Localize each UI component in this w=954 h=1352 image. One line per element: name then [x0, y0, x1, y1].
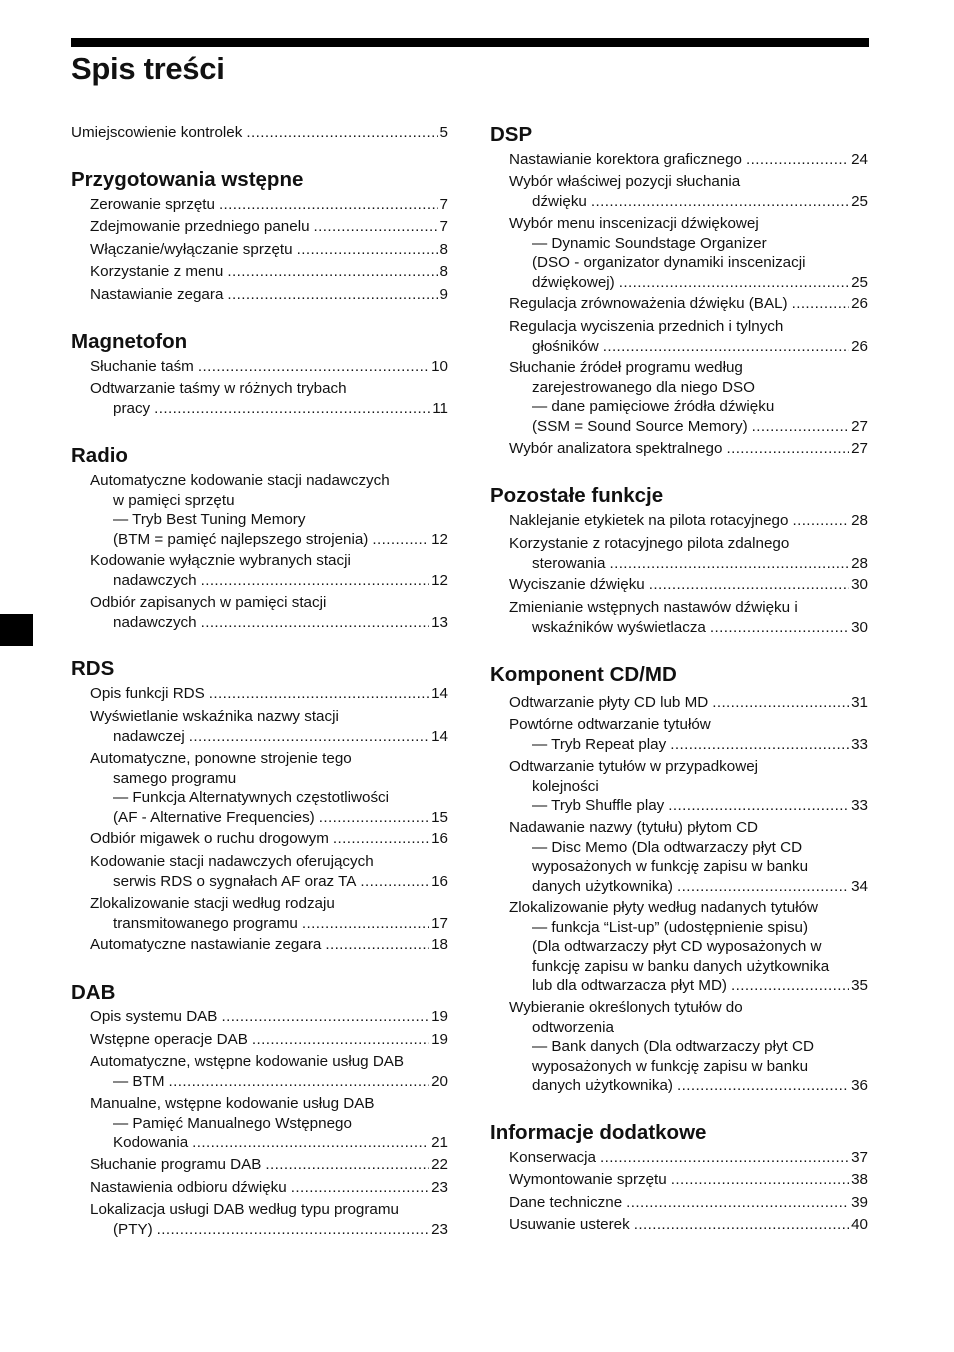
toc-entry-text: Odtwarzanie taśmy w różnych trybach	[90, 380, 347, 397]
page-title: Spis treści	[71, 51, 225, 86]
toc-entry-text: Lokalizacja usługi DAB według typu programu	[90, 1201, 399, 1218]
toc-entry-text: — Funkcja Alternatywnych częstotliwości	[113, 789, 390, 807]
section-heading-dsp: DSP	[490, 123, 533, 146]
toc-entry[interactable]	[509, 214, 868, 292]
dot-leader	[677, 877, 849, 897]
toc-entry-text: zarejestrowanego dla niego DSO	[532, 378, 755, 396]
toc-entry[interactable]	[509, 575, 868, 595]
toc-entry-text: Zlokalizowanie płyty według nadanych tytułów	[509, 899, 818, 916]
page-number: 33	[851, 735, 868, 753]
toc-entry[interactable]	[509, 818, 868, 896]
toc-entry-text: dźwiękowej)	[532, 273, 615, 291]
dot-leader	[291, 1178, 429, 1198]
toc-entry-text: sterowania	[532, 554, 606, 572]
toc-entry-text: Korzystanie z rotacyjnego pilota zdalnego	[509, 535, 790, 552]
page-number: 33	[851, 797, 868, 815]
toc-entry-text: Automatyczne, wstępne kodowanie usług DAB	[90, 1053, 405, 1070]
toc-entry-text: — Bank danych (Dla odtwarzaczy płyt CD	[532, 1038, 814, 1056]
section-heading-magnetofon: Magnetofon	[71, 330, 188, 353]
page-number: 23	[431, 1179, 448, 1196]
toc-entry[interactable]	[509, 598, 868, 637]
page-number: 37	[851, 1149, 868, 1166]
dot-leader	[265, 1155, 429, 1175]
dot-leader	[252, 1030, 429, 1050]
toc-entry-text: odtworzenia	[532, 1018, 614, 1036]
toc-entry-text: Odbiór migawek o ruchu drogowym	[90, 830, 329, 847]
page-number: 18	[431, 936, 448, 953]
dot-leader	[219, 195, 438, 215]
dot-leader	[209, 684, 429, 704]
dot-leader	[333, 829, 429, 849]
dot-leader	[302, 914, 429, 934]
dot-leader	[189, 727, 429, 747]
toc-entry[interactable]	[509, 439, 868, 459]
page-number: 36	[851, 1077, 868, 1095]
toc-entry-text: wyposażonych w funkcję zapisu w banku	[532, 1057, 809, 1075]
section-heading-informacje-dodatkowe: Informacje dodatkowe	[490, 1121, 707, 1144]
section-heading-rds: RDS	[71, 657, 115, 680]
toc-entry-text: Nastawienia odbioru dźwięku	[90, 1179, 287, 1196]
toc-entry-text: Opis systemu DAB	[90, 1008, 218, 1025]
toc-entry-text: nadawczych	[113, 571, 197, 589]
toc-entry[interactable]	[509, 1193, 868, 1213]
dot-leader	[712, 693, 849, 713]
toc-entry[interactable]	[90, 1094, 448, 1153]
page-number: 25	[851, 273, 868, 291]
toc-entry-text: Wybieranie określonych tytułów do	[509, 999, 743, 1016]
toc-entry-text: nadawczych	[113, 613, 197, 631]
section-heading-dab: DAB	[71, 981, 116, 1004]
toc-entry[interactable]	[90, 1052, 448, 1091]
page-number: 24	[851, 151, 868, 168]
toc-entry[interactable]	[90, 551, 448, 590]
toc-entry-text: Nadawanie nazwy (tytułu) płytom CD	[509, 819, 758, 836]
toc-entry[interactable]	[509, 757, 868, 816]
toc-entry-text: Zmienianie wstępnych nastawów dźwięku i	[509, 599, 798, 616]
toc-entry[interactable]	[509, 511, 868, 531]
dot-leader	[792, 511, 849, 531]
toc-entry-text: Zdejmowanie przedniego panelu	[90, 218, 310, 235]
toc-entry-text: Wybór menu inscenizacji dźwiękowej	[509, 215, 759, 232]
toc-entry-text: funkcję zapisu w banku danych użytkownika	[532, 957, 830, 975]
toc-entry-text: Regulacja wyciszenia przednich i tylnych	[509, 318, 784, 335]
page-number: 5	[439, 124, 448, 141]
dot-leader	[168, 1072, 429, 1092]
page-number: 28	[851, 512, 868, 529]
toc-entry-text: Umiejscowienie kontrolek	[71, 124, 243, 141]
dot-leader	[157, 1220, 429, 1240]
page-number: 40	[851, 1216, 868, 1233]
toc-entry[interactable]	[509, 150, 868, 170]
toc-entry-text: Słuchanie programu DAB	[90, 1156, 262, 1173]
page-number: 23	[431, 1220, 448, 1238]
toc-entry[interactable]	[71, 123, 448, 143]
page-number: 22	[431, 1156, 448, 1173]
dot-leader	[731, 976, 849, 996]
page-number: 19	[431, 1008, 448, 1025]
toc-entry[interactable]	[90, 593, 448, 632]
page-number: 25	[851, 192, 868, 210]
toc-entry[interactable]	[509, 1215, 868, 1235]
toc-entry-text: — Dynamic Soundstage Organizer	[532, 234, 767, 252]
toc-entry-text: danych użytkownika)	[532, 1077, 673, 1095]
toc-entry-text: Automatyczne kodowanie stacji nadawczych	[90, 472, 390, 489]
dot-leader	[677, 1076, 849, 1096]
toc-entry[interactable]	[90, 707, 448, 746]
toc-entry-text: Kodowania	[113, 1134, 189, 1152]
dot-leader	[792, 294, 850, 314]
toc-entry[interactable]	[509, 1170, 868, 1190]
toc-entry-text: Automatyczne nastawianie zegara	[90, 936, 322, 953]
dot-leader	[619, 273, 849, 293]
dot-leader	[325, 935, 429, 955]
toc-entry[interactable]	[90, 829, 448, 849]
page-number: 34	[851, 877, 868, 895]
toc-entry-text: Kodowanie wyłącznie wybranych stacji	[90, 552, 351, 569]
dot-leader	[201, 571, 430, 591]
page-number: 15	[431, 808, 448, 826]
toc-entry[interactable]	[509, 358, 868, 436]
dot-leader	[668, 796, 849, 816]
dot-leader	[600, 1148, 849, 1168]
page-number: 26	[851, 337, 868, 355]
dot-leader	[192, 1133, 429, 1153]
toc-entry-text: kolejności	[532, 777, 599, 795]
toc-entry-text: lub dla odtwarzacza płyt MD)	[532, 977, 727, 995]
toc-entry-text: (Dla odtwarzaczy płyt CD wyposażonych w	[532, 938, 822, 956]
toc-entry[interactable]	[90, 379, 448, 418]
toc-entry-text: Wymontowanie sprzętu	[509, 1171, 667, 1188]
page-number: 14	[431, 685, 448, 702]
page-number: 39	[851, 1194, 868, 1211]
toc-entry-text: Kodowanie stacji nadawczych oferujących	[90, 853, 374, 870]
dot-leader	[710, 618, 849, 638]
toc-entry-text: głośników	[532, 337, 599, 355]
toc-entry-text: Nastawianie korektora graficznego	[509, 151, 742, 168]
toc-entry-text: — BTM	[113, 1072, 165, 1090]
page-number: 38	[851, 1171, 868, 1188]
page-number: 30	[851, 618, 868, 636]
toc-entry[interactable]	[90, 195, 448, 215]
toc-entry-text: — Tryb Shuffle play	[532, 797, 665, 815]
page-number: 30	[851, 576, 868, 593]
page-number: 14	[431, 727, 448, 745]
dot-leader	[746, 150, 849, 170]
dot-leader	[609, 554, 849, 574]
page-number: 7	[439, 196, 448, 213]
toc-entry[interactable]	[90, 1178, 448, 1198]
toc-entry-text: (PTY)	[113, 1220, 153, 1238]
toc-entry[interactable]	[509, 534, 868, 573]
dot-leader	[227, 262, 437, 282]
toc-entry-text: — Tryb Best Tuning Memory	[113, 511, 306, 529]
dot-leader	[752, 417, 849, 437]
toc-entry[interactable]	[90, 1200, 448, 1239]
page-number: 26	[851, 295, 868, 312]
page-number: 28	[851, 554, 868, 572]
toc-entry[interactable]	[509, 693, 868, 713]
dot-leader	[314, 217, 438, 237]
section-heading-komponent-cd-md: Komponent CD/MD	[490, 663, 677, 686]
toc-entry[interactable]	[90, 1030, 448, 1050]
toc-entry-text: Dane techniczne	[509, 1194, 623, 1211]
dot-leader	[634, 1215, 849, 1235]
toc-entry-text: Nastawianie zegara	[90, 286, 224, 303]
dot-leader	[198, 357, 429, 377]
toc-entry-text: Naklejanie etykietek na pilota rotacyjnego	[509, 512, 789, 529]
dot-leader	[372, 530, 429, 550]
page-number: 9	[439, 286, 448, 303]
toc-entry[interactable]	[90, 217, 448, 237]
page-number: 10	[431, 358, 448, 375]
page-number: 21	[431, 1134, 448, 1152]
toc-entry[interactable]	[509, 317, 868, 356]
dot-leader	[603, 337, 849, 357]
dot-leader	[726, 439, 849, 459]
toc-entry-text: samego programu	[113, 769, 237, 787]
toc-entry-text: pracy	[113, 399, 151, 417]
page-number: 27	[851, 417, 868, 435]
toc-entry[interactable]	[509, 294, 868, 314]
toc-entry-text: Odbiór zapisanych w pamięci stacji	[90, 594, 327, 611]
toc-entry-text: transmitowanego programu	[113, 914, 298, 932]
toc-entry[interactable]	[90, 240, 448, 260]
page-number: 11	[432, 399, 448, 417]
page-number: 12	[431, 530, 448, 548]
page-number: 31	[851, 694, 868, 711]
page-number: 35	[851, 977, 868, 995]
dot-leader	[221, 1007, 429, 1027]
page-number: 27	[851, 440, 868, 457]
dot-leader	[297, 240, 438, 260]
toc-entry[interactable]	[509, 998, 868, 1096]
dot-leader	[360, 872, 429, 892]
dot-leader	[591, 192, 849, 212]
toc-entry-text: Odtwarzanie płyty CD lub MD	[509, 694, 709, 711]
section-heading-pozostale-funkcje: Pozostałe funkcje	[490, 484, 664, 507]
toc-entry-text: (SSM = Sound Source Memory)	[532, 417, 748, 435]
toc-entry-text: serwis RDS o sygnałach AF oraz TA	[113, 872, 357, 890]
dot-leader	[670, 735, 849, 755]
dot-leader	[319, 808, 429, 828]
page-number: 17	[431, 914, 448, 932]
toc-entry-text: — Pamięć Manualnego Wstępnego	[113, 1114, 352, 1132]
toc-entry-text: Manualne, wstępne kodowanie usług DAB	[90, 1095, 375, 1112]
toc-entry[interactable]	[509, 172, 868, 211]
top-rule	[71, 38, 869, 47]
dot-leader	[649, 575, 849, 595]
page-number: 8	[439, 263, 448, 280]
toc-entry[interactable]	[90, 684, 448, 704]
toc-entry-text: (BTM = pamięć najlepszego strojenia)	[113, 530, 369, 548]
toc-entry-text: Usuwanie usterek	[509, 1216, 630, 1233]
page-number: 16	[431, 830, 448, 847]
toc-entry-text: Wyciszanie dźwięku	[509, 576, 645, 593]
toc-entry-text: wyposażonych w funkcję zapisu w banku	[532, 858, 809, 876]
toc-entry-text: Automatyczne, ponowne strojenie tego	[90, 750, 352, 767]
toc-entry-text: — Tryb Repeat play	[532, 735, 667, 753]
section-heading-radio: Radio	[71, 444, 128, 467]
toc-entry-text: Wybór właściwej pozycji słuchania	[509, 173, 741, 190]
dot-leader	[671, 1170, 849, 1190]
toc-entry-text: — dane pamięciowe źródła dźwięku	[532, 398, 775, 416]
toc-entry-text: wskaźników wyświetlacza	[532, 618, 706, 636]
toc-entry-text: Korzystanie z menu	[90, 263, 224, 280]
page-number: 19	[431, 1031, 448, 1048]
toc-entry-text: Włączanie/wyłączanie sprzętu	[90, 241, 293, 258]
toc-entry-text: Słuchanie taśm	[90, 358, 194, 375]
page-number: 12	[431, 571, 448, 589]
toc-entry-text: dźwięku	[532, 192, 587, 210]
toc-entry[interactable]	[90, 357, 448, 377]
toc-entry-text: nadawczej	[113, 727, 185, 745]
toc-entry[interactable]	[90, 935, 448, 955]
toc-entry-text: Zerowanie sprzętu	[90, 196, 215, 213]
toc-entry[interactable]	[90, 1007, 448, 1027]
dot-leader	[626, 1193, 849, 1213]
dot-leader	[201, 613, 430, 633]
toc-entry-text: Zlokalizowanie stacji według rodzaju	[90, 895, 335, 912]
toc-entry-text: Konserwacja	[509, 1149, 596, 1166]
toc-entry-text: Powtórne odtwarzanie tytułów	[509, 716, 711, 733]
toc-entry-text: — Disc Memo (Dla odtwarzaczy płyt CD	[532, 838, 803, 856]
toc-entry-text: w pamięci sprzętu	[113, 491, 235, 509]
page-number: 7	[439, 218, 448, 235]
toc-entry[interactable]	[90, 285, 448, 305]
page-number: 16	[431, 872, 448, 890]
section-heading-przygotowania-wstepne: Przygotowania wstępne	[71, 168, 304, 191]
section-marker-tab	[0, 614, 33, 646]
toc-entry[interactable]	[509, 898, 868, 996]
page-number: 13	[431, 613, 448, 631]
toc-entry-text: danych użytkownika)	[532, 877, 673, 895]
toc-entry-text: Słuchanie źródeł programu według	[509, 359, 743, 376]
toc-entry[interactable]	[90, 1155, 448, 1175]
toc-entry-text: Wyświetlanie wskaźnika nazwy stacji	[90, 708, 339, 725]
toc-entry[interactable]	[90, 471, 448, 549]
dot-leader	[227, 285, 437, 305]
toc-entry-text: (DSO - organizator dynamiki inscenizacji	[532, 254, 806, 272]
toc-entry-text: Wstępne operacje DAB	[90, 1031, 248, 1048]
toc-entry-text: Wybór analizatora spektralnego	[509, 440, 723, 457]
toc-entry[interactable]	[90, 894, 448, 933]
page-number: 20	[431, 1072, 448, 1090]
toc-entry-text: (AF - Alternative Frequencies)	[113, 808, 315, 826]
toc-entry[interactable]	[90, 262, 448, 282]
toc-entry-text: Opis funkcji RDS	[90, 685, 205, 702]
toc-entry[interactable]	[509, 715, 868, 754]
toc-entry[interactable]	[509, 1148, 868, 1168]
toc-entry[interactable]	[90, 749, 448, 827]
page-number: 8	[439, 241, 448, 258]
toc-entry[interactable]	[90, 852, 448, 891]
toc-entry-text: Odtwarzanie tytułów w przypadkowej	[509, 758, 759, 775]
dot-leader	[154, 399, 430, 419]
toc-entry-text: — funkcja “List-up” (udostępnienie spisu)	[532, 918, 809, 936]
toc-entry-text: Regulacja zrównoważenia dźwięku (BAL)	[509, 295, 788, 312]
dot-leader	[246, 123, 437, 143]
